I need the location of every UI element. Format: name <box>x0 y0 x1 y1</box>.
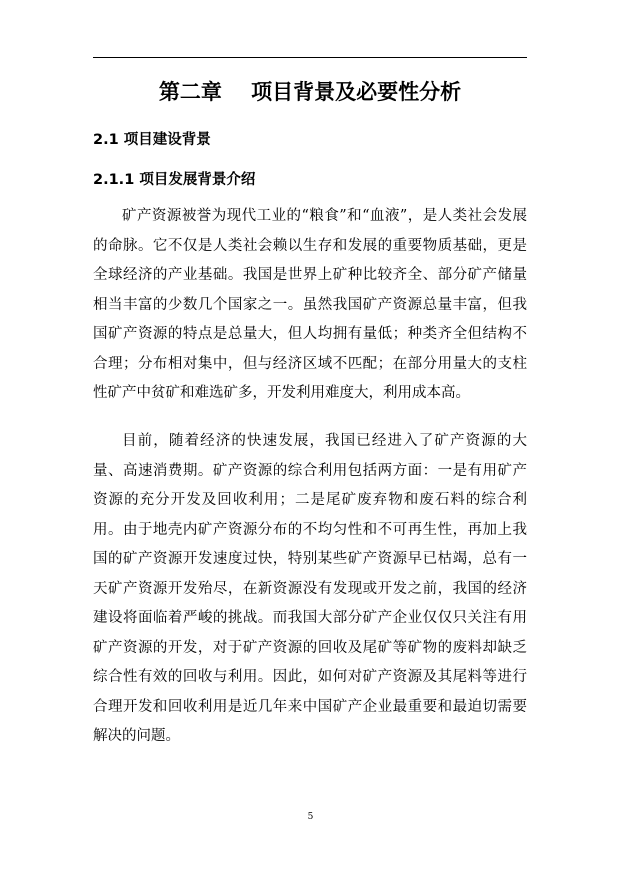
chapter-title: 第二章 项目背景及必要性分析 <box>158 80 462 104</box>
subsection-heading: 2.1.1 项目发展背景介绍 <box>93 172 256 188</box>
page-number: 5 <box>307 812 314 822</box>
body-paragraph: 矿产资源被誉为现代工业的“粮食”和“血液”，是人类社会发展的命脉。它不仅是人类社会赖以生存和发展的重要物质基础，更是全球经济的产业基础。我国是世界上矿种比较齐全、部分矿产储量相当丰富的少数几个国家之一。虽然我国矿产资源总量丰富，但我国矿产资源的特点是总量大，但人均拥有量低；种类齐全但结构不合理；分布相对集中，但与经济区域不匹配；在部分用量大的支柱性矿产中贫矿和难选矿多，开发利用难度大，利用成本高。 <box>93 208 527 401</box>
body-paragraph: 目前，随着经济的快速发展，我国已经进入了矿产资源的大量、高速消费期。矿产资源的综合利用包括两方面：一是有用矿产资源的充分开发及回收利用；二是尾矿废弃物和废石料的综合利用。由于地壳内矿产资源分布的不均匀性和不可再生性，再加上我国的矿产资源开发速度过快，特别某些矿产资源早已枯竭，总有一天矿产资源开发殆尽，在新资源没有发现或开发之前，我国的经济建设将面临着严峻的挑战。而我国大部分矿产企业仅仅只关注有用矿产资源的开发，对于矿产资源的回收及尾矿等矿物的废料却缺乏综合性有效的回收与利用。因此，如何对矿产资源及其尾料等进行合理开发和回收利用是近几年来中国矿产企业最重要和最迫切需要解决的问题。 <box>93 433 527 744</box>
section-heading: 2.1 项目建设背景 <box>93 132 211 148</box>
header-rule <box>93 57 527 58</box>
